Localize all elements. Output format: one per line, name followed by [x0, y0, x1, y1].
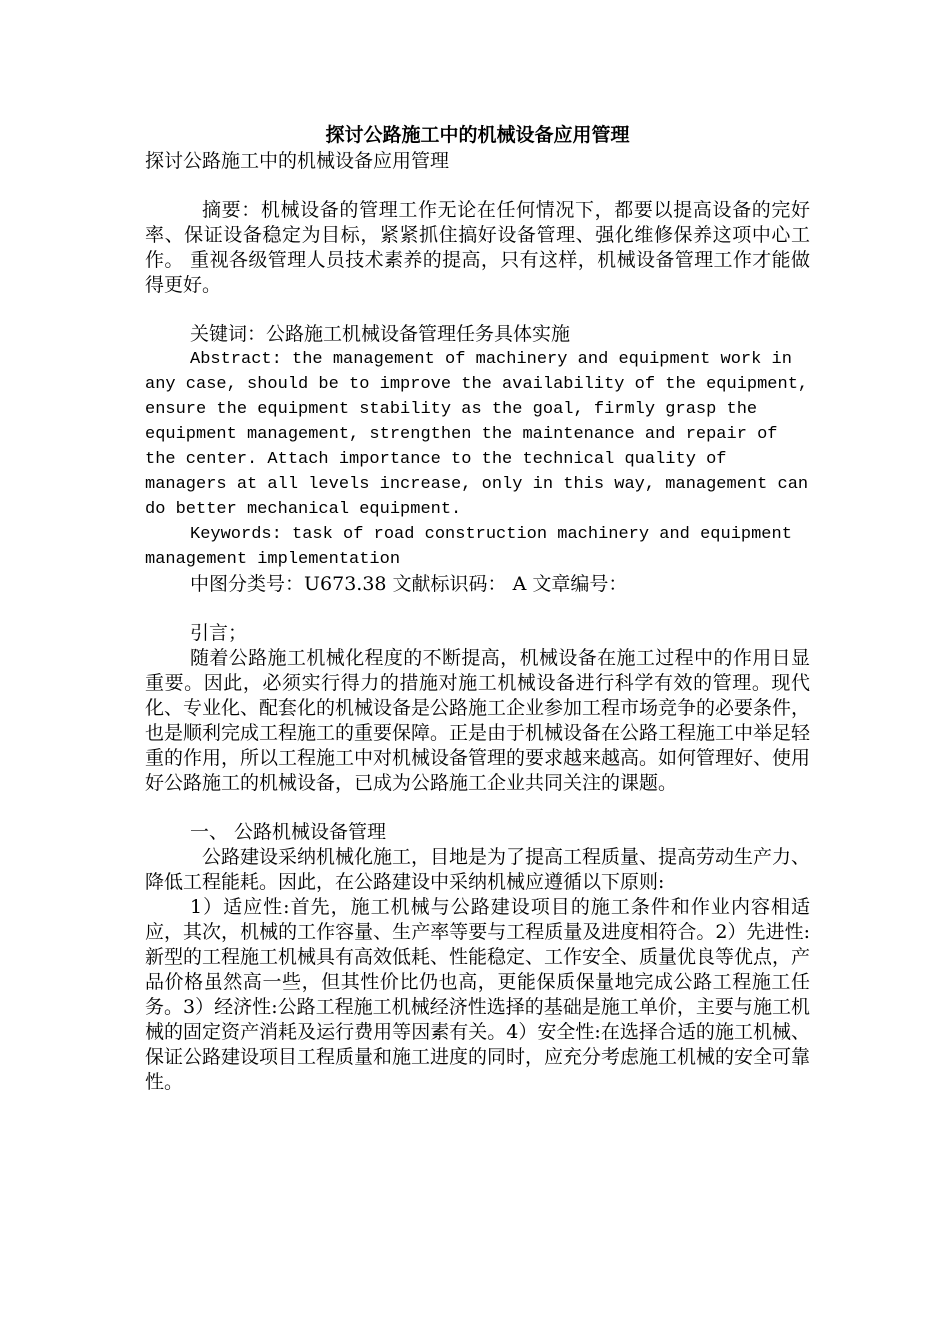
keywords-cn: 关键词：公路施工机械设备管理任务具体实施 — [190, 323, 571, 345]
document-page — [145, 122, 810, 1095]
intro-heading: 引言； — [190, 622, 248, 644]
document-subtitle: 探讨公路施工中的机械设备应用管理 — [145, 150, 450, 172]
intro-body: 随着公路施工机械化程度的不断提高，机械设备在施工过程中的作用日显重要。因此，必须实行得力的措施对施工机械设备进行科学有效的管理。现代化、专业化、配套化的机械设备是公路施工企业参加工程市场竞争的必要条件，也是顺利完成工程施工的重要保障。正是由于机械设备在公路工程施工中举足轻重的作用，所以工程施工中对机械设备管理的要求越来越高。如何管理好、使用好公路施工的机械设备，已成为公路施工企业共同关注的课题。 — [145, 647, 811, 794]
abstract-en: Abstract: the management of machinery and equipment work in any case, should be to improve the availability of the equipment, ensure the equipment stability as the goal, firmly grasp the equipment management, strengthen the maintenance and repair of the center. Attach importance to the technical quality of managers at all levels increase, only in this way, management can do better mechanical equipment. — [145, 350, 809, 519]
section1-intro: 公路建设采纳机械化施工，目地是为了提高工程质量、提高劳动生产力、降低工程能耗。因此，在公路建设中采纳机械应遵循以下原则: — [145, 846, 811, 893]
keywords-en: Keywords: task of road construction machinery and equipment management implementation — [145, 525, 792, 569]
section1-heading: 一、 公路机械设备管理 — [190, 821, 387, 843]
section1-principles: 1）适应性:首先，施工机械与公路建设项目的施工条件和作业内容相适应，其次，机械的工作容量、生产率等要与工程质量及进度相符合。2）先进性:新型的工程施工机械具有高效低耗、性能稳定、工作安全、质量优良等优点，产品价格虽然高一些，但其性价比仍也高，更能保质保量地完成公路工程施工任务。3）经济性:公路工程施工机械经济性选择的基础是施工单价，主要与施工机械的固定资产消耗及运行费用等因素有关。4）安全性:在选择合适的施工机械、保证公路建设项目工程质量和施工进度的同时，应充分考虑施工机械的安全可靠性。 — [145, 896, 811, 1093]
abstract-cn: 摘要：机械设备的管理工作无论在任何情况下，都要以提高设备的完好率、保证设备稳定为目标，紧紧抓住搞好设备管理、强化维修保养这项中心工作。 重视各级管理人员技术素养的提高，只有这样，机械设备管理工作才能做得更好。 — [145, 199, 810, 296]
document-title: 探讨公路施工中的机械设备应用管理 — [325, 124, 630, 146]
classification-line: 中图分类号：U673.38 文献标识码： A 文章编号： — [190, 573, 628, 595]
